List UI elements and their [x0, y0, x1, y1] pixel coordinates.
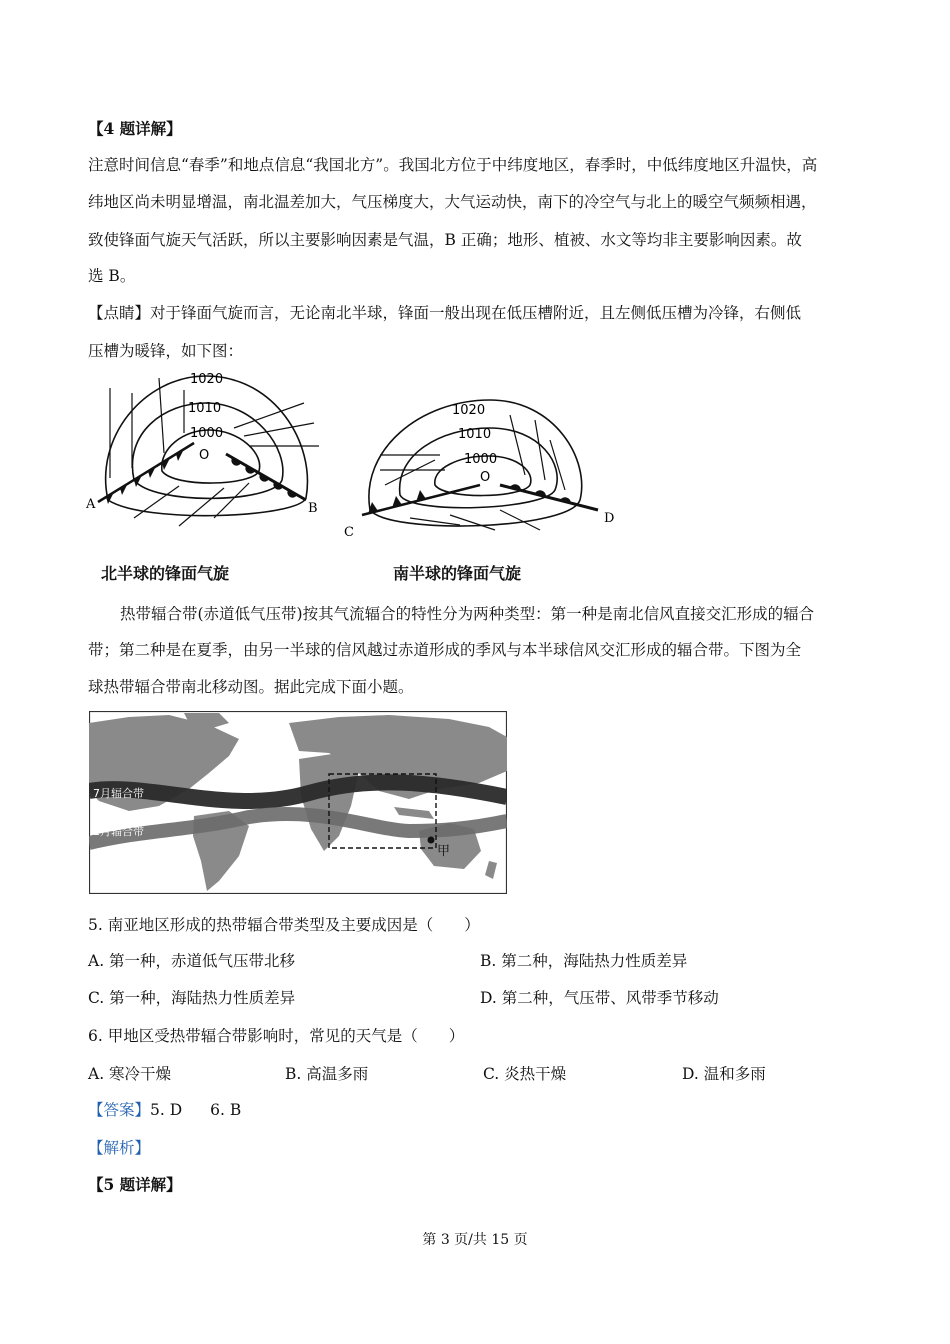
- warm-front-line: [226, 454, 306, 500]
- point-a-label: A: [86, 497, 96, 512]
- warm-front-line: [500, 485, 598, 510]
- tip-line-2: 压槽为暖锋，如下图：: [88, 342, 244, 360]
- point-b-label: B: [308, 501, 318, 516]
- point-jia-marker: [428, 837, 435, 844]
- q6-option-b[interactable]: B. 高温多雨: [285, 1065, 369, 1083]
- q5-option-b[interactable]: B. 第二种，海陆热力性质差异: [480, 952, 688, 970]
- warm-front-semicircles: [510, 484, 571, 503]
- itcz-line-1: 热带辐合带(赤道低气压带)按其气流辐合的特性分为两种类型：第一种是南北信风直接交汇形成的辐合: [120, 605, 815, 623]
- page-footer: 第 3 页/共 15 页: [422, 1232, 528, 1248]
- q4-paragraph-line-1: 注意时间信息“春季”和地点信息“我国北方”。我国北方位于中纬度地区，春季时，中低纬度地区升温快，高: [88, 156, 818, 174]
- q4-paragraph-line-2: 纬地区尚未明显增温，南北温差加大，气压梯度大，大气运动快，南下的冷空气与北上的暖空气频频相遇，: [88, 193, 817, 211]
- answer-line: [88, 1100, 241, 1120]
- answer-6: 6. B: [210, 1101, 242, 1119]
- q5-option-c[interactable]: C. 第一种，海陆热力性质差异: [88, 989, 296, 1007]
- q5-stem: 5. 南亚地区形成的热带辐合带类型及主要成因是（ ）: [88, 916, 480, 934]
- south-center-label: O: [480, 470, 491, 485]
- analysis-label: 【解析】: [88, 1139, 151, 1157]
- answer-label: 【答案】: [88, 1101, 151, 1119]
- south-cyclone-caption: 南半球的锋面气旋: [393, 564, 522, 583]
- north-isobar-1020-label: 1020: [190, 372, 224, 387]
- north-isobar-1010-label: 1010: [188, 401, 222, 416]
- q6-option-c[interactable]: C. 炎热干燥: [483, 1065, 567, 1083]
- q5-option-d[interactable]: D. 第二种，气压带、风带季节移动: [480, 989, 719, 1007]
- north-center-label: O: [199, 448, 210, 463]
- q6-stem: 6. 甲地区受热带辐合带影响时，常见的天气是（ ）: [88, 1027, 465, 1045]
- q4-paragraph-line-3: 致使锋面气旋天气活跃，所以主要影响因素是气温，B 正确；地形、植被、水文等均非主要影响因素。故: [88, 231, 802, 249]
- q6-option-d[interactable]: D. 温和多雨: [682, 1065, 766, 1083]
- q5-option-a[interactable]: A. 第一种，赤道低气压带北移: [88, 952, 296, 970]
- tip-line-1: 【点睛】对于锋面气旋而言，无论南北半球，锋面一般出现在低压槽附近，且左侧低压槽为冷锋，右侧低: [88, 304, 802, 322]
- point-jia-label: 甲: [437, 844, 451, 859]
- point-d-label: D: [604, 511, 615, 526]
- north-cyclone-diagram: [84, 368, 334, 530]
- north-cyclone-caption: 北半球的锋面气旋: [101, 564, 230, 583]
- itcz-line-3: 球热带辐合带南北移动图。据此完成下面小题。: [88, 678, 414, 696]
- q4-paragraph-line-4: 选 B。: [88, 267, 136, 285]
- south-isobar-1010-label: 1010: [458, 427, 492, 442]
- north-isobar-1000-label: 1000: [190, 426, 224, 441]
- itcz-line-2: 带；第二种是在夏季，由另一半球的信风越过赤道形成的季风与本半球信风交汇形成的辐合带。下图为全: [88, 641, 802, 659]
- south-isobar-1000-label: 1000: [464, 452, 498, 467]
- q4-heading: 【4 题详解】: [88, 119, 182, 138]
- itcz-world-map: [89, 711, 507, 894]
- answer-5: 5. D: [150, 1101, 183, 1119]
- july-itcz-label: 7月辐合带: [93, 787, 144, 800]
- q6-option-a[interactable]: A. 寒冷干燥: [88, 1065, 172, 1083]
- south-cyclone-diagram: [340, 390, 620, 540]
- south-isobar-1020-label: 1020: [452, 403, 486, 418]
- q5-detail-heading: 【5 题详解】: [88, 1175, 182, 1194]
- point-c-label: C: [344, 525, 354, 540]
- january-itcz-label: 1月辐合带: [93, 825, 144, 838]
